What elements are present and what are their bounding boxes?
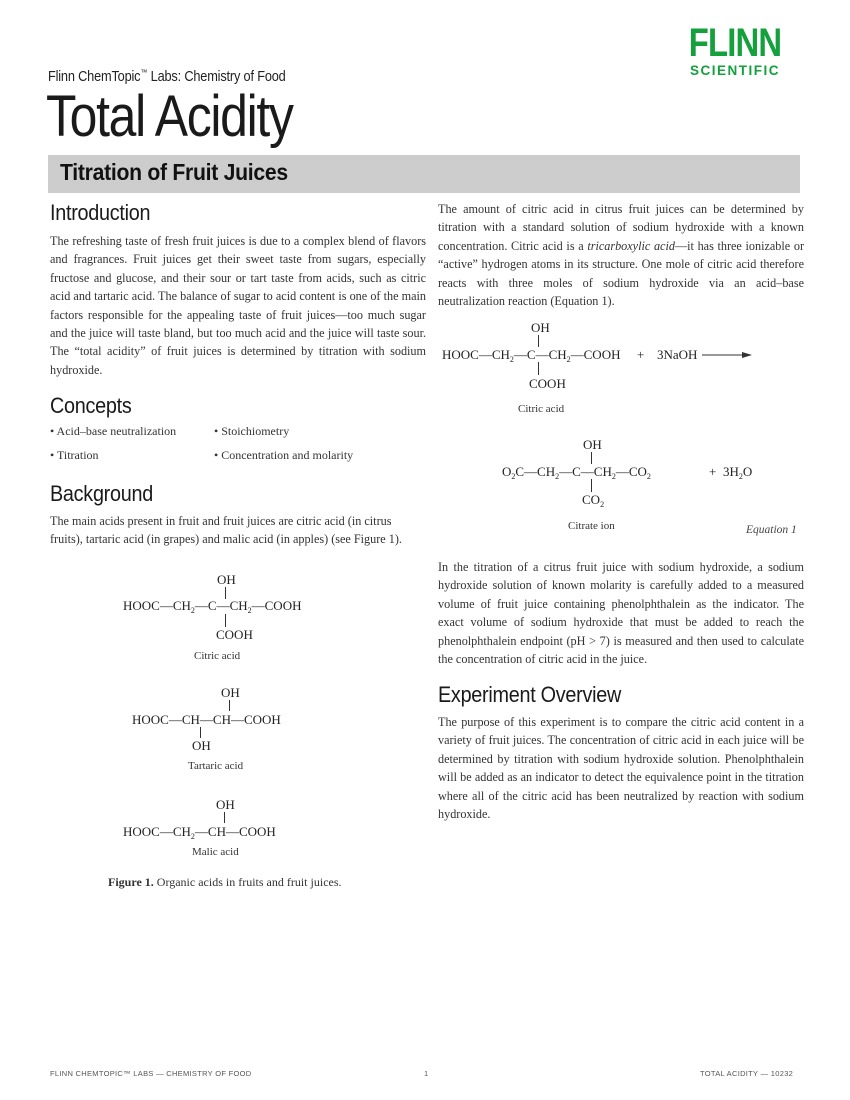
carboxyl-group: COOH bbox=[529, 376, 566, 391]
bond-line bbox=[591, 479, 592, 492]
footer-title: TOTAL ACIDITY — 10232 bbox=[700, 1069, 794, 1078]
hydroxyl-group: OH bbox=[531, 320, 550, 335]
citric-chain: $HOOC—CH_2—C—CH_2—COOH$ bbox=[442, 347, 621, 364]
hydroxyl-group: OH bbox=[583, 437, 602, 452]
experiment-overview-text: The purpose of this experiment is to compare the citric acid content in a variety of fruit juices. The concentration of citric acid in each juice will be determined by titration with sodium hydroxide solution. Phenolphthalein will be added as an indicator to detect the equivalence point in the titration where all of the citric acid has been neutralized by reaction with sodium hydroxide. bbox=[438, 715, 804, 822]
concept-item: • Concentration and molarity bbox=[214, 448, 354, 462]
malic-chain: $HOOC—CH_2—CH—COOH$ bbox=[123, 824, 276, 841]
tartaric-chain: HOOC—CH—CH—COOH bbox=[132, 712, 281, 727]
citrate-ion-label: Citrate ion bbox=[568, 520, 615, 532]
citric-acid-label: Citric acid bbox=[194, 650, 241, 662]
citric-chain: $HOOC—CH_2—C—CH_2—COOH$ bbox=[123, 598, 302, 615]
carboxylate-group: $CO_2$ bbox=[582, 492, 605, 509]
tartaric-acid-label: Tartaric acid bbox=[188, 760, 244, 772]
plus-sign: + bbox=[709, 464, 717, 479]
titration-paragraph: In the titration of a citrus fruit juice with sodium hydroxide, a sodium hydroxide solution of known molarity is carefully added to a measured volume of fruit juice containing phenolphthalein as the indicator. The exact volume of sodium hydroxide that must be added to reach the phenolphthalein endpoint (pH > 7) is measured and then used to calculate the concentration of citric acid in the juice. bbox=[438, 560, 804, 667]
bond-line bbox=[200, 727, 201, 738]
hydroxyl-group: OH bbox=[216, 797, 235, 812]
bond-line bbox=[538, 362, 539, 375]
bond-line bbox=[538, 335, 539, 347]
page-subtitle: Titration of Fruit Juices bbox=[60, 159, 288, 185]
bond-line bbox=[591, 452, 592, 464]
citric-acid-paragraph: The amount of citric acid in citrus fruit juices can be determined by titration with a standard solution of sodium hydroxide with a known concentration. Citric acid is a tricarboxylic acid—it has three ionizable or “active” hydrogen atoms in its structure. One mole of citric acid therefore reacts with three moles of sodium hydroxide via an acid–base neutralization reaction (Equation 1). bbox=[438, 202, 805, 309]
introduction-heading: Introduction bbox=[50, 200, 151, 225]
carboxyl-group: COOH bbox=[216, 627, 253, 642]
background-text: The main acids present in fruit and fruit juices are citric acid (in citrus fruits), tartaric acid (in grapes) and malic acid (in apples) (see Figure 1). bbox=[50, 514, 402, 547]
introduction-text: The refreshing taste of fresh fruit juices is due to a complex blend of flavors and fragrances. Fruit juices get their sweet taste from sugars, especially fructose and glucose, and their sour or tart taste from acids, such as citric acid and tartaric acid. The balance of sugar to acid content is one of the main factors responsible for the appealing taste of fruit juices—too much sugar and the juice will taste bland, but too much acid and the juice will taste sour. The “total acidity” of fruit juices is determined by titration with sodium hydroxide. bbox=[50, 234, 426, 377]
bond-line bbox=[229, 700, 230, 711]
trademark-mark: ™ bbox=[140, 68, 148, 77]
experiment-overview-heading: Experiment Overview bbox=[438, 682, 622, 707]
water: $3H_2O$ bbox=[723, 464, 753, 481]
footer-series: FLINN CHEMTOPIC™ LABS — CHEMISTRY OF FOOD bbox=[50, 1069, 252, 1078]
malic-acid-label: Malic acid bbox=[192, 846, 239, 858]
figure-caption: Figure 1. Organic acids in fruits and fruit juices. bbox=[108, 875, 342, 889]
concept-item: • Titration bbox=[50, 448, 99, 462]
series-subtitle: Labs: Chemistry of Food bbox=[147, 68, 286, 85]
hydroxyl-group: OH bbox=[217, 572, 236, 587]
flinn-scientific-logo bbox=[668, 21, 802, 79]
series-title bbox=[48, 68, 286, 85]
concept-item: • Acid–base neutralization bbox=[50, 424, 177, 438]
equation-label: Equation 1 bbox=[746, 524, 797, 536]
background-heading: Background bbox=[50, 481, 153, 506]
logo-flinn-text: FLINN bbox=[688, 21, 782, 65]
plus-sign: + bbox=[637, 347, 645, 362]
series-name: Flinn ChemTopic bbox=[48, 68, 141, 85]
logo-scientific-text: SCIENTIFIC bbox=[689, 63, 780, 78]
reaction-arrow-icon bbox=[702, 348, 752, 362]
tricarboxylic-term: tricarboxylic acid bbox=[587, 238, 675, 253]
concept-item: • Stoichiometry bbox=[214, 424, 290, 438]
citric-acid-label: Citric acid bbox=[518, 403, 565, 415]
page-number: 1 bbox=[424, 1069, 429, 1078]
hydroxyl-group: OH bbox=[221, 685, 240, 700]
hydroxyl-group: OH bbox=[192, 738, 211, 753]
page-title: Total Acidity bbox=[46, 84, 293, 149]
concepts-heading: Concepts bbox=[50, 393, 132, 418]
bond-line bbox=[225, 614, 226, 627]
sodium-hydroxide: 3NaOH bbox=[657, 347, 698, 362]
citrate-chain: $O_2C—CH_2—C—CH_2—CO_2$ bbox=[502, 464, 651, 481]
bond-line bbox=[224, 812, 225, 823]
subtitle-banner bbox=[48, 155, 800, 193]
